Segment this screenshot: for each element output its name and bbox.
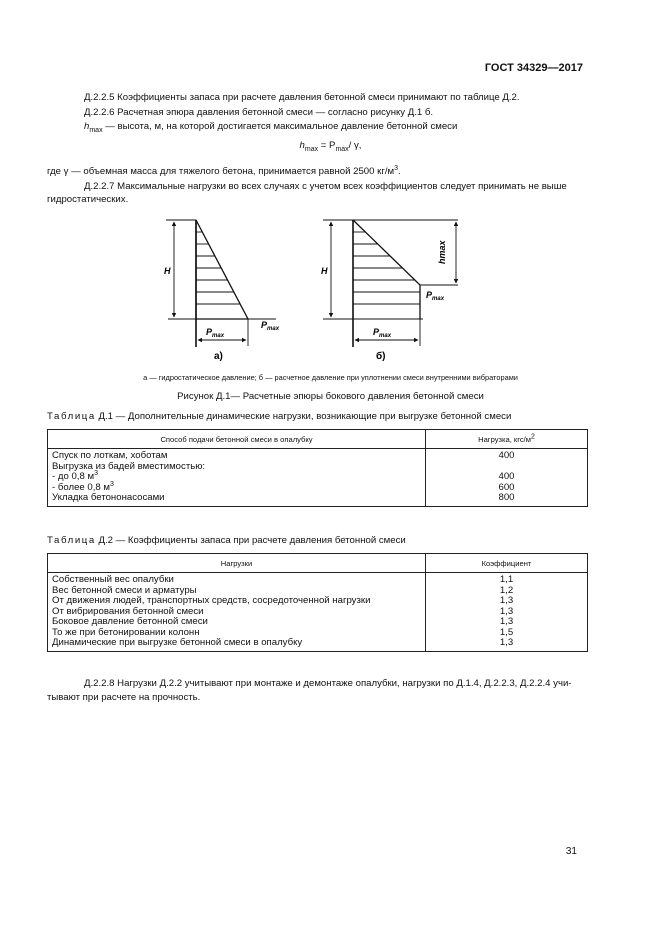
page-number: 31 xyxy=(565,846,577,857)
table1-caption xyxy=(47,411,511,422)
formula-equals: = P xyxy=(318,140,336,151)
diagram-b xyxy=(321,220,458,362)
table2-header-loads: Нагрузки xyxy=(48,554,426,573)
table-cell: Вес бетонной смеси и арматуры xyxy=(52,584,197,596)
label-a: а) xyxy=(214,351,223,362)
table-cell: 800 xyxy=(426,493,588,506)
formula-h: h xyxy=(299,140,305,151)
table-cell: Выгрузка из бадей вместимостью: xyxy=(52,460,206,472)
table-cell: Спуск по лоткам, хоботам xyxy=(52,450,168,461)
table-cell: 400 xyxy=(426,449,588,462)
table2-caption-text: Д.2 — Коэффициенты запаса при расчете давления бетонной смеси xyxy=(95,535,406,546)
label-Pmax-b-inner: $P_{max}$ xyxy=(373,327,392,339)
document-number: ГОСТ 34329—2017 xyxy=(484,62,583,74)
table1-header-load: Нагрузка, кгс/$м^2$ xyxy=(426,430,588,449)
table1-caption-prefix: Таблица xyxy=(47,411,96,422)
table1 xyxy=(47,429,588,507)
table2-caption xyxy=(47,535,406,546)
figure-legend: а — гидростатическое давление; б — расчетное давление при уплотнении смеси внутренними вибраторами xyxy=(143,373,518,382)
table-row xyxy=(48,573,588,586)
subscript-max: max xyxy=(89,126,103,134)
table-row xyxy=(48,472,588,483)
label-Pmax-a-inner: $P_{max}$ xyxy=(206,327,225,339)
label-Pmax-a-outer: $P_{max}$ xyxy=(261,320,280,332)
table-cell: Укладка бетононасосами xyxy=(48,493,426,506)
table-row xyxy=(48,638,588,651)
table-cell: 1,3 xyxy=(426,596,588,607)
formula-sub-1: max xyxy=(304,145,319,153)
table-row xyxy=(48,596,588,607)
paragraph-d2-2-6: Д.2.2.6 Расчетная эпюра давления бетонной смеси — согласно рисунку Д.1 б. xyxy=(84,107,434,118)
paragraph-d2-2-7-line2: гидростатических. xyxy=(47,194,129,205)
table-cell: 400 xyxy=(426,472,588,483)
symbol-h: h xyxy=(84,121,90,132)
table-cell: 1,5 xyxy=(426,628,588,639)
label-hmax-b: hmax xyxy=(437,240,447,264)
table-cell: То же при бетонировании колонн xyxy=(52,626,200,638)
paragraph-gamma-definition xyxy=(47,165,567,178)
table-row xyxy=(48,493,588,506)
label-H-b: H xyxy=(321,266,328,276)
paragraph-d2-2-8-line1: Д.2.2.8 Нагрузки Д.2.2 учитывают при монтаже и демонтаже опалубки, нагрузки по Д.1.4, Д.2.2.3, Д.2.2.4 учи- xyxy=(84,678,572,689)
paragraph-hmax-definition xyxy=(84,120,604,133)
table2-caption-prefix: Таблица xyxy=(47,535,96,546)
table-cell: 1,2 xyxy=(426,586,588,597)
table-cell: 600 xyxy=(426,483,588,494)
table-cell: От вибрирования бетонной смеси xyxy=(52,605,204,617)
formula-sub-2: max xyxy=(335,145,349,153)
table-cell: - более 0,8 $м^3$ xyxy=(52,480,114,493)
table-cell: Динамические при выгрузке бетонной смеси в опалубку xyxy=(48,638,426,651)
table-cell: 1,1 xyxy=(426,573,588,586)
paragraph-d2-2-8-line2: тывают при расчете на прочность. xyxy=(47,692,201,703)
table1-caption-text: Д.1 — Дополнительные динамические нагрузки, возникающие при выгрузке бетонной смеси xyxy=(95,411,512,422)
table1-header-method: Способ подачи бетонной смеси в опалубку xyxy=(48,430,426,449)
table-cell: 1,3 xyxy=(426,607,588,618)
figure-caption: Рисунок Д.1— Расчетные эпюры бокового давления бетонной смеси xyxy=(177,391,484,402)
gamma-sup: 3 xyxy=(394,164,398,172)
table2-header-coefficient: Коэффициент xyxy=(426,554,588,573)
table-cell: Собственный вес опалубки xyxy=(52,574,174,585)
table-cell: 1,3 xyxy=(426,638,588,651)
table-cell: Боковое давление бетонной смеси xyxy=(52,616,208,627)
gamma-text: где γ — объемная масса для тяжелого бетона, принимается равной 2500 кг/м xyxy=(47,166,395,177)
gamma-end: . xyxy=(398,166,401,177)
paragraph-d2-2-7-line1: Д.2.2.7 Максимальные нагрузки во всех случаях с учетом всех коэффициентов следует принимать не выше xyxy=(84,181,567,192)
table-cell: От движения людей, транспортных средств, сосредоточенной нагрузки xyxy=(52,595,371,606)
label-Pmax-b-outer: $P_{max}$ xyxy=(426,290,445,302)
table-cell: 1,3 xyxy=(426,617,588,628)
table-row xyxy=(48,449,588,462)
label-H-a: H xyxy=(164,266,171,276)
hmax-definition-text: — высота, м, на которой достигается максимальное давление бетонной смеси xyxy=(102,121,458,132)
formula-hmax xyxy=(0,140,661,151)
figure-pressure-diagrams xyxy=(158,212,458,372)
table-row xyxy=(48,617,588,628)
label-b: б) xyxy=(376,351,386,362)
table2 xyxy=(47,553,588,652)
table-cell: - до 0,8 $м^3$ xyxy=(52,469,98,482)
paragraph-d2-2-5: Д.2.2.5 Коэффициенты запаса при расчете давления бетонной смеси принимают по таблице Д.2. xyxy=(84,92,520,103)
formula-tail: / γ, xyxy=(348,140,362,151)
diagram-a xyxy=(164,220,280,362)
